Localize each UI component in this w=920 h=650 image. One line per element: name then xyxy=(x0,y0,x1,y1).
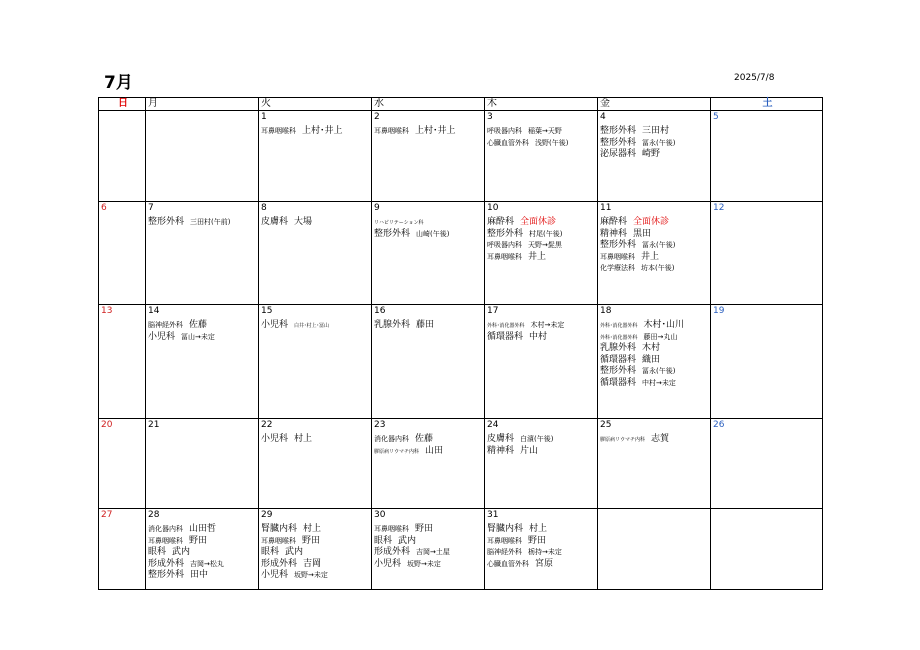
doctor-name: 冨永(午後) xyxy=(642,367,676,375)
doctor-name: 全面休診 xyxy=(633,217,670,227)
doctor-name: 武内 xyxy=(172,547,191,557)
doctor-name: 吉岡→松丸 xyxy=(190,559,224,568)
schedule-entry xyxy=(148,213,258,225)
department-name: 消化器内科 xyxy=(374,435,409,443)
day-cell xyxy=(99,111,146,202)
department-name: 耳鼻咽喉科 xyxy=(374,525,409,533)
week-row xyxy=(99,419,823,509)
department-name: 循環器科 xyxy=(487,331,524,342)
week-row xyxy=(99,509,823,590)
doctor-name: 野田 xyxy=(528,535,547,546)
schedule-entry xyxy=(374,316,484,328)
day-cell xyxy=(259,419,372,509)
day-cell xyxy=(259,305,372,419)
day-number: 25 xyxy=(600,420,612,430)
weekday-header-row xyxy=(99,98,823,111)
day-number: 17 xyxy=(487,306,499,316)
day-cell xyxy=(598,509,711,590)
department-name: 眼科 xyxy=(374,535,393,546)
department-name: 心臓血管外科 xyxy=(487,559,529,568)
schedule-entry xyxy=(487,225,597,237)
schedule-entry xyxy=(487,134,597,146)
schedule-entry xyxy=(261,213,371,225)
schedule-entry xyxy=(600,259,710,271)
weekday-header-sun: 日 xyxy=(99,98,146,111)
schedule-entry xyxy=(261,566,371,578)
doctor-name: 吉岡→土屋 xyxy=(416,548,450,556)
schedule-entry xyxy=(487,543,597,555)
day-cell xyxy=(259,202,372,305)
day-cell xyxy=(485,305,598,419)
department-name: 耳鼻咽喉科 xyxy=(148,536,183,545)
day-number: 9 xyxy=(374,203,380,213)
department-name: 膠原病リウマチ内科 xyxy=(374,448,420,455)
department-name: 腎臓内科 xyxy=(487,524,524,534)
day-cell xyxy=(485,419,598,509)
department-name: 精神科 xyxy=(487,445,515,456)
weekday-header-tue: 火 xyxy=(259,98,372,111)
doctor-name: 崎野 xyxy=(642,149,661,159)
day-cell xyxy=(485,111,598,202)
schedule-entry xyxy=(600,316,710,328)
schedule-entry xyxy=(261,316,371,328)
doctor-name: 稲葉→天野 xyxy=(528,127,562,135)
day-cell xyxy=(259,111,372,202)
day-number: 30 xyxy=(374,510,386,520)
day-number: 7 xyxy=(148,203,154,213)
schedule-entry xyxy=(374,122,484,134)
doctor-name: 片山 xyxy=(520,445,539,456)
schedule-entry xyxy=(148,520,258,532)
day-cell xyxy=(711,305,823,419)
day-cell xyxy=(711,419,823,509)
department-name: 整形外科 xyxy=(487,228,524,239)
schedule-entry xyxy=(374,555,484,567)
day-number xyxy=(99,111,145,112)
day-cell xyxy=(259,509,372,590)
doctor-name: 野田 xyxy=(302,535,321,546)
day-number xyxy=(711,509,822,510)
day-number: 27 xyxy=(101,510,113,520)
print-date: 2025/7/8 xyxy=(734,73,775,83)
doctor-name: 上村･井上 xyxy=(415,126,456,136)
schedule-entry xyxy=(600,213,710,225)
day-number: 3 xyxy=(487,112,493,122)
doctor-name: 栃持→未定 xyxy=(528,548,562,556)
department-name: 化学療法科 xyxy=(600,264,635,272)
day-cell xyxy=(99,509,146,590)
schedule-entry xyxy=(374,543,484,555)
schedule-entry xyxy=(487,248,597,260)
department-name: 耳鼻咽喉科 xyxy=(261,127,296,135)
schedule-entry xyxy=(600,339,710,351)
doctor-name: 野田 xyxy=(415,524,434,534)
weekday-header-thu: 木 xyxy=(485,98,598,111)
department-name: 心臓血管外科 xyxy=(487,138,529,147)
weekday-header-wed: 水 xyxy=(372,98,485,111)
doctor-name: 佐藤 xyxy=(415,434,434,444)
schedule-entry xyxy=(487,555,597,567)
day-cell xyxy=(711,111,823,202)
doctor-name: 白濱(午後) xyxy=(520,435,554,443)
department-name: 小児科 xyxy=(261,570,289,580)
day-number: 21 xyxy=(148,420,160,430)
department-name: 耳鼻咽喉科 xyxy=(261,536,296,545)
department-name: 小児科 xyxy=(261,320,289,330)
department-name: 泌尿器科 xyxy=(600,149,637,159)
day-number: 31 xyxy=(487,510,499,520)
schedule-entry xyxy=(261,520,371,532)
schedule-entry xyxy=(374,225,484,237)
schedule-entry xyxy=(374,520,484,532)
day-cell xyxy=(372,111,485,202)
day-number: 12 xyxy=(713,203,725,213)
schedule-entry xyxy=(600,134,710,146)
schedule-entry xyxy=(600,351,710,363)
doctor-name: 織田 xyxy=(642,354,661,365)
department-name: 整形外科 xyxy=(148,217,185,227)
doctor-name: 冨永(午後) xyxy=(642,241,676,249)
doctor-name: 坂野→未定 xyxy=(294,571,328,579)
schedule-entry xyxy=(261,430,371,442)
day-cell xyxy=(711,509,823,590)
weekday-header-fri: 金 xyxy=(598,98,711,111)
department-name: 麻酔科 xyxy=(600,217,628,227)
doctor-name: 佐藤 xyxy=(189,320,208,330)
doctor-name: 武内 xyxy=(398,535,417,546)
department-name: 耳鼻咽喉科 xyxy=(600,252,635,261)
doctor-name: 坂野→未定 xyxy=(407,559,441,568)
day-number: 6 xyxy=(101,203,107,213)
department-name: 外科･消化器外科 xyxy=(487,323,525,329)
schedule-entry xyxy=(261,532,371,544)
department-name: 皮膚科 xyxy=(261,217,289,227)
day-cell xyxy=(598,419,711,509)
day-number: 16 xyxy=(374,306,386,316)
day-cell xyxy=(372,202,485,305)
doctor-name: 野田 xyxy=(189,535,208,546)
schedule-entry xyxy=(487,532,597,544)
doctor-name: 村上 xyxy=(294,434,313,444)
schedule-entry xyxy=(600,362,710,374)
department-name: 循環器科 xyxy=(600,377,637,388)
department-name: 眼科 xyxy=(148,547,167,557)
schedule-entry xyxy=(148,532,258,544)
department-name: 小児科 xyxy=(374,558,402,569)
day-cell xyxy=(146,111,259,202)
day-number: 14 xyxy=(148,306,160,316)
department-name: 形成外科 xyxy=(148,558,185,569)
schedule-entry xyxy=(487,236,597,248)
day-number xyxy=(146,111,258,112)
doctor-name: 木村･山川 xyxy=(643,320,685,330)
day-number: 13 xyxy=(101,306,113,316)
schedule-entry xyxy=(148,555,258,567)
schedule-entry xyxy=(600,145,710,157)
department-name: 耳鼻咽喉科 xyxy=(487,252,522,261)
doctor-name: 山田哲 xyxy=(189,524,217,534)
day-number: 8 xyxy=(261,203,267,213)
doctor-name: 志賀 xyxy=(651,434,670,444)
department-name: 精神科 xyxy=(600,228,628,239)
day-number: 4 xyxy=(600,112,606,122)
department-name: 腎臓内科 xyxy=(261,524,298,534)
day-number: 22 xyxy=(261,420,273,430)
department-name: 麻酔科 xyxy=(487,217,515,227)
day-cell xyxy=(146,305,259,419)
department-name: 整形外科 xyxy=(148,570,185,580)
department-name: 消化器内科 xyxy=(148,525,183,533)
doctor-name: 冨永(午後) xyxy=(642,138,676,147)
doctor-name: 村尾(午後) xyxy=(529,229,563,238)
doctor-name: 藤田→丸山 xyxy=(643,332,678,341)
day-cell xyxy=(146,202,259,305)
department-name: 呼吸器内科 xyxy=(487,241,522,249)
day-number xyxy=(598,509,710,510)
doctor-name: 武内 xyxy=(285,547,304,557)
department-name: 小児科 xyxy=(148,331,176,342)
doctor-name: 井上 xyxy=(641,251,660,262)
month-title: 7月 xyxy=(104,73,133,93)
department-name: 整形外科 xyxy=(600,366,637,376)
day-cell xyxy=(598,305,711,419)
doctor-name: 中村→未定 xyxy=(642,378,676,387)
department-name: 脳神経外科 xyxy=(487,548,522,556)
schedule-entry xyxy=(487,316,597,328)
day-cell xyxy=(485,509,598,590)
schedule-entry xyxy=(600,430,710,442)
schedule-entry xyxy=(487,520,597,532)
department-name: 乳腺外科 xyxy=(600,343,637,353)
schedule-entry xyxy=(600,236,710,248)
doctor-name: 黒田 xyxy=(633,228,652,239)
day-number: 29 xyxy=(261,510,273,520)
department-name: リハビリテーション科 xyxy=(374,220,424,226)
day-number: 26 xyxy=(713,420,725,430)
calendar-table xyxy=(98,97,823,590)
doctor-name: 村上 xyxy=(529,524,548,534)
schedule-entry xyxy=(261,555,371,567)
department-name: 形成外科 xyxy=(374,547,411,557)
department-name: 外科･消化器外科 xyxy=(600,334,638,341)
department-name: 外科･消化器外科 xyxy=(600,323,638,329)
doctor-name: 田中 xyxy=(190,570,209,580)
schedule-entry xyxy=(487,430,597,442)
day-number: 10 xyxy=(487,203,499,213)
schedule-entry xyxy=(374,213,484,225)
week-row xyxy=(99,111,823,202)
schedule-entry xyxy=(487,328,597,340)
day-number: 20 xyxy=(101,420,113,430)
doctor-name: 浅野(午後) xyxy=(535,138,569,147)
department-name: 耳鼻咽喉科 xyxy=(374,127,409,135)
department-name: 形成外科 xyxy=(261,558,298,569)
department-name: 脳神経外科 xyxy=(148,321,183,329)
department-name: 呼吸器内科 xyxy=(487,127,522,135)
day-number: 19 xyxy=(713,306,725,316)
schedule-entry xyxy=(600,374,710,386)
day-cell xyxy=(146,509,259,590)
department-name: 膠原病リウマチ内科 xyxy=(600,437,646,443)
department-name: 小児科 xyxy=(261,434,289,444)
day-cell xyxy=(711,202,823,305)
day-number: 11 xyxy=(600,203,612,213)
doctor-name: 山崎(午後) xyxy=(416,229,450,238)
doctor-name: 白井･村上･冨山 xyxy=(294,323,330,329)
doctor-name: 中村 xyxy=(529,331,548,342)
doctor-name: 天野→髭黒 xyxy=(528,241,562,249)
day-number: 5 xyxy=(713,112,719,122)
doctor-name: 吉岡 xyxy=(303,558,322,569)
day-number: 1 xyxy=(261,112,267,122)
schedule-entry xyxy=(487,213,597,225)
schedule-entry xyxy=(487,122,597,134)
schedule-entry xyxy=(374,430,484,442)
doctor-name: 村上 xyxy=(303,524,322,534)
schedule-entry xyxy=(148,316,258,328)
schedule-entry xyxy=(374,442,484,454)
day-number: 23 xyxy=(374,420,386,430)
doctor-name: 山田 xyxy=(425,445,444,456)
day-number: 15 xyxy=(261,306,273,316)
week-row xyxy=(99,305,823,419)
doctor-name: 三田村(午前) xyxy=(190,218,231,226)
day-cell xyxy=(372,419,485,509)
department-name: 眼科 xyxy=(261,547,280,557)
schedule-entry xyxy=(261,122,371,134)
doctor-name: 冨山→未定 xyxy=(181,332,215,341)
department-name: 耳鼻咽喉科 xyxy=(487,536,522,545)
weekday-header-mon: 月 xyxy=(146,98,259,111)
day-cell xyxy=(99,305,146,419)
week-row xyxy=(99,202,823,305)
day-cell xyxy=(598,111,711,202)
doctor-name: 三田村 xyxy=(642,126,670,136)
day-cell xyxy=(372,305,485,419)
schedule-entry xyxy=(600,328,710,340)
department-name: 整形外科 xyxy=(600,137,637,148)
department-name: 整形外科 xyxy=(374,228,411,239)
doctor-name: 全面休診 xyxy=(520,217,557,227)
day-cell xyxy=(372,509,485,590)
weekday-header-sat: 土 xyxy=(711,98,823,111)
day-cell xyxy=(485,202,598,305)
department-name: 皮膚科 xyxy=(487,434,515,444)
day-number: 24 xyxy=(487,420,499,430)
department-name: 整形外科 xyxy=(600,240,637,250)
doctor-name: 大場 xyxy=(294,217,313,227)
day-number: 2 xyxy=(374,112,380,122)
department-name: 乳腺外科 xyxy=(374,320,411,330)
day-cell xyxy=(146,419,259,509)
day-number: 28 xyxy=(148,510,160,520)
schedule-entry xyxy=(148,328,258,340)
schedule-entry xyxy=(600,122,710,134)
department-name: 整形外科 xyxy=(600,126,637,136)
schedule-entry xyxy=(600,248,710,260)
doctor-name: 上村･井上 xyxy=(302,126,343,136)
day-cell xyxy=(598,202,711,305)
doctor-name: 坊本(午後) xyxy=(641,264,675,272)
doctor-name: 宮原 xyxy=(535,558,554,569)
day-cell xyxy=(99,202,146,305)
department-name: 循環器科 xyxy=(600,354,637,365)
doctor-name: 木村 xyxy=(642,343,661,353)
doctor-name: 木村→未定 xyxy=(530,321,565,329)
day-cell xyxy=(99,419,146,509)
doctor-name: 藤田 xyxy=(416,320,435,330)
schedule-entry xyxy=(148,566,258,578)
day-number: 18 xyxy=(600,306,612,316)
doctor-name: 井上 xyxy=(528,251,547,262)
